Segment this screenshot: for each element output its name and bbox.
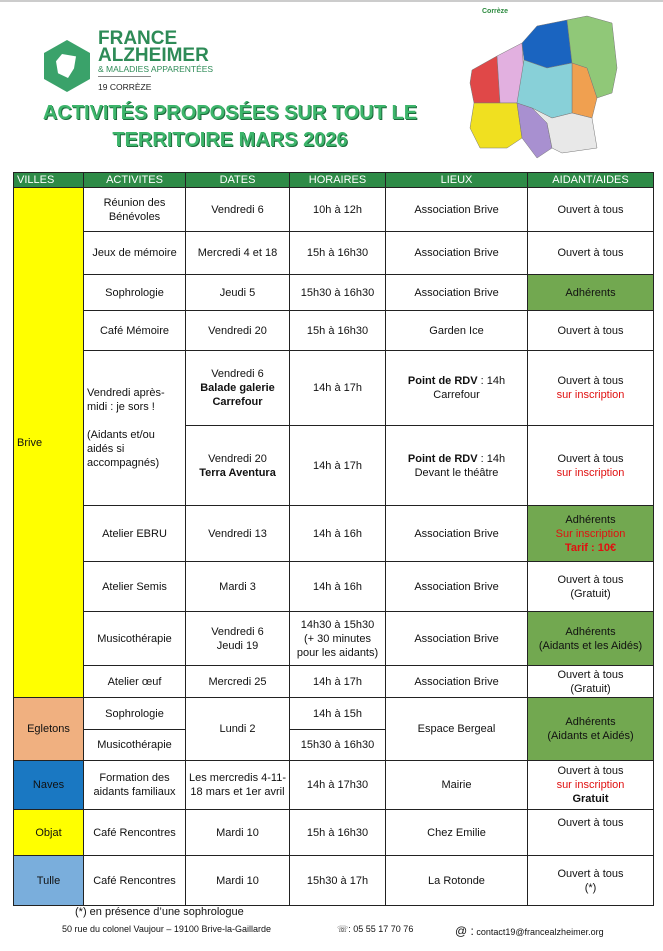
city-naves: Naves: [14, 761, 84, 810]
audience: Ouvert à tous: [528, 232, 654, 275]
audience: [528, 351, 654, 426]
phone-icon: ☏: [337, 924, 349, 934]
place: Association Brive: [386, 666, 528, 698]
time: 14h à 16h: [290, 506, 386, 562]
city-brive: Brive: [14, 188, 84, 698]
activity: Café Mémoire: [84, 311, 186, 351]
activity: Atelier Semis: [84, 562, 186, 612]
audience-main: Ouvert à tous: [557, 573, 624, 586]
audience: [528, 612, 654, 666]
place: Chez Emilie: [386, 810, 528, 856]
time: 14h à 15h: [290, 698, 386, 730]
phone: [337, 924, 413, 935]
table-row: [14, 351, 654, 426]
audience: Adhérents: [528, 275, 654, 311]
audience: [528, 506, 654, 562]
place: Mairie: [386, 761, 528, 810]
page-title: [40, 100, 420, 154]
place: [386, 351, 528, 426]
time: 15h à 16h30: [290, 810, 386, 856]
brand-line2: ALZHEIMER: [98, 45, 209, 66]
date: Lundi 2: [186, 698, 290, 761]
table-row: [14, 810, 654, 856]
place: Association Brive: [386, 506, 528, 562]
activity: Sophrologie: [84, 698, 186, 730]
table-row: [14, 232, 654, 275]
registration-note: sur inscription: [556, 779, 625, 791]
time: [290, 612, 386, 666]
time: 14h à 17h: [290, 351, 386, 426]
date: Mardi 10: [186, 856, 290, 906]
at-icon: @ :: [455, 924, 474, 938]
activity: [84, 351, 186, 506]
audience-note: (Aidants et les Aidés): [538, 639, 643, 652]
date: [186, 426, 290, 506]
table-row: [14, 761, 654, 810]
date: Mercredi 4 et 18: [186, 232, 290, 275]
col-horaires: HORAIRES: [290, 173, 386, 188]
time: 14h à 17h: [290, 666, 386, 698]
audience: [528, 562, 654, 612]
activity: Sophrologie: [84, 275, 186, 311]
time: 14h à 17h30: [290, 761, 386, 810]
date-event: Terra Aventura: [199, 466, 276, 479]
activities-table: [13, 172, 654, 906]
address: 50 rue du colonel Vaujour – 19100 Brive-la-Gaillarde: [62, 924, 271, 934]
place: Association Brive: [386, 275, 528, 311]
audience: [528, 666, 654, 698]
audience-main: Ouvert à tous: [557, 668, 624, 681]
time-note: (+ 30 minutes pour les aidants): [296, 632, 379, 659]
audience-note: (*): [584, 881, 597, 894]
city-tulle: Tulle: [14, 856, 84, 906]
place: La Rotonde: [386, 856, 528, 906]
place-label: Point de RDV: [407, 375, 478, 387]
table-row: [14, 275, 654, 311]
logo-hexagon-icon: [44, 40, 90, 92]
audience-main: Ouvert à tous: [557, 765, 624, 777]
map-label: Corrèze: [482, 8, 509, 15]
price: Gratuit: [572, 793, 609, 805]
date: Les mercredis 4-11-18 mars et 1er avril: [186, 761, 290, 810]
date-day: Vendredi 20: [208, 452, 267, 465]
date: Vendredi 6: [186, 188, 290, 232]
brand-text: [98, 30, 213, 96]
audience-main: Adhérents: [565, 716, 616, 728]
table-row: [14, 856, 654, 906]
audience-note: (Gratuit): [570, 682, 611, 695]
date: Vendredi 13: [186, 506, 290, 562]
time-main: 14h30 à 15h30: [300, 618, 375, 631]
audience-main: Ouvert à tous: [557, 452, 624, 465]
brand-dept: 19 CORRÈZE: [98, 76, 151, 96]
table-row: [14, 562, 654, 612]
date: [186, 351, 290, 426]
col-dates: DATES: [186, 173, 290, 188]
email-address[interactable]: contact19@francealzheimer.org: [476, 927, 604, 937]
audience: Ouvert à tous: [528, 188, 654, 232]
audience: Ouvert à tous: [528, 311, 654, 351]
audience: [528, 761, 654, 810]
activity: Atelier EBRU: [84, 506, 186, 562]
table-row: [14, 506, 654, 562]
col-aidant: AIDANT/AIDES: [528, 173, 654, 188]
date-event: Balade galerie Carrefour: [200, 382, 275, 408]
place-detail: : 14h Carrefour: [433, 375, 506, 401]
table-row: [14, 666, 654, 698]
place: Association Brive: [386, 232, 528, 275]
place: Garden Ice: [386, 311, 528, 351]
city-egletons: Egletons: [14, 698, 84, 761]
title-line2: TERRITOIRE MARS 2026: [112, 129, 348, 151]
activity: Atelier œuf: [84, 666, 186, 698]
audience: [528, 698, 654, 761]
date: Vendredi 20: [186, 311, 290, 351]
activity: Jeux de mémoire: [84, 232, 186, 275]
audience-note: (Aidants et Aidés): [547, 730, 634, 742]
activity-note: (Aidants et/ou aidés si accompagnés): [87, 429, 160, 469]
audience-main: Ouvert à tous: [557, 375, 624, 387]
brand-sub: & MALADIES APPARENTÉES: [98, 64, 214, 74]
phone-number: : 05 55 17 70 76: [348, 924, 414, 934]
title-line1: ACTIVITÉS PROPOSÉES SUR TOUT LE: [42, 102, 418, 124]
audience-note: (Gratuit): [570, 587, 611, 600]
audience-main: Adhérents: [565, 625, 616, 638]
activity: Formation des aidants familiaux: [84, 761, 186, 810]
activity: Musicothérapie: [84, 730, 186, 761]
time: 15h30 à 16h30: [290, 730, 386, 761]
table-row: [14, 612, 654, 666]
place: Espace Bergeal: [386, 698, 528, 761]
table-row: [14, 188, 654, 232]
place: Association Brive: [386, 188, 528, 232]
time: 15h30 à 16h30: [290, 275, 386, 311]
registration-note: sur inscription: [556, 389, 625, 401]
correze-map: [462, 8, 662, 193]
activity: Musicothérapie: [84, 612, 186, 666]
top-border: [0, 0, 663, 2]
email: [455, 924, 604, 938]
col-activites: ACTIVITES: [84, 173, 186, 188]
activity: Café Rencontres: [84, 810, 186, 856]
place-detail: : 14h Devant le théâtre: [414, 452, 506, 479]
date: Mardi 10: [186, 810, 290, 856]
brand-line1: FRANCE: [98, 28, 178, 49]
time: 14h à 16h: [290, 562, 386, 612]
date-2: Jeudi 19: [216, 639, 259, 652]
date: Mercredi 25: [186, 666, 290, 698]
date-1: Vendredi 6: [211, 625, 264, 638]
date: [186, 612, 290, 666]
price: Tarif : 10€: [564, 541, 617, 554]
audience-main: Ouvert à tous: [557, 867, 624, 880]
time: 15h à 16h30: [290, 232, 386, 275]
place-label: Point de RDV: [407, 452, 478, 465]
date-day: Vendredi 6: [211, 368, 264, 380]
time: 14h à 17h: [290, 426, 386, 506]
footnote: (*) en présence d’une sophrologue: [75, 906, 244, 918]
activity: Café Rencontres: [84, 856, 186, 906]
registration-note: sur inscription: [556, 466, 625, 479]
col-lieux: LIEUX: [386, 173, 528, 188]
table-row: [14, 698, 654, 730]
time: 10h à 12h: [290, 188, 386, 232]
place: Association Brive: [386, 562, 528, 612]
registration-note: Sur inscription: [555, 527, 626, 540]
col-villes: VILLES: [14, 173, 84, 188]
date: Mardi 3: [186, 562, 290, 612]
activity: Réunion des Bénévoles: [84, 188, 186, 232]
place: Association Brive: [386, 612, 528, 666]
audience-main: Adhérents: [565, 513, 616, 526]
table-header: [14, 173, 654, 188]
place: [386, 426, 528, 506]
time: 15h à 16h30: [290, 311, 386, 351]
table-row: [14, 311, 654, 351]
city-objat: Objat: [14, 810, 84, 856]
time: 15h30 à 17h: [290, 856, 386, 906]
audience: [528, 856, 654, 906]
date: Jeudi 5: [186, 275, 290, 311]
audience: Ouvert à tous: [528, 810, 654, 856]
audience: [528, 426, 654, 506]
activity-title: Vendredi après-midi : je sors !: [87, 387, 165, 413]
map-regions-icon: [462, 8, 662, 193]
